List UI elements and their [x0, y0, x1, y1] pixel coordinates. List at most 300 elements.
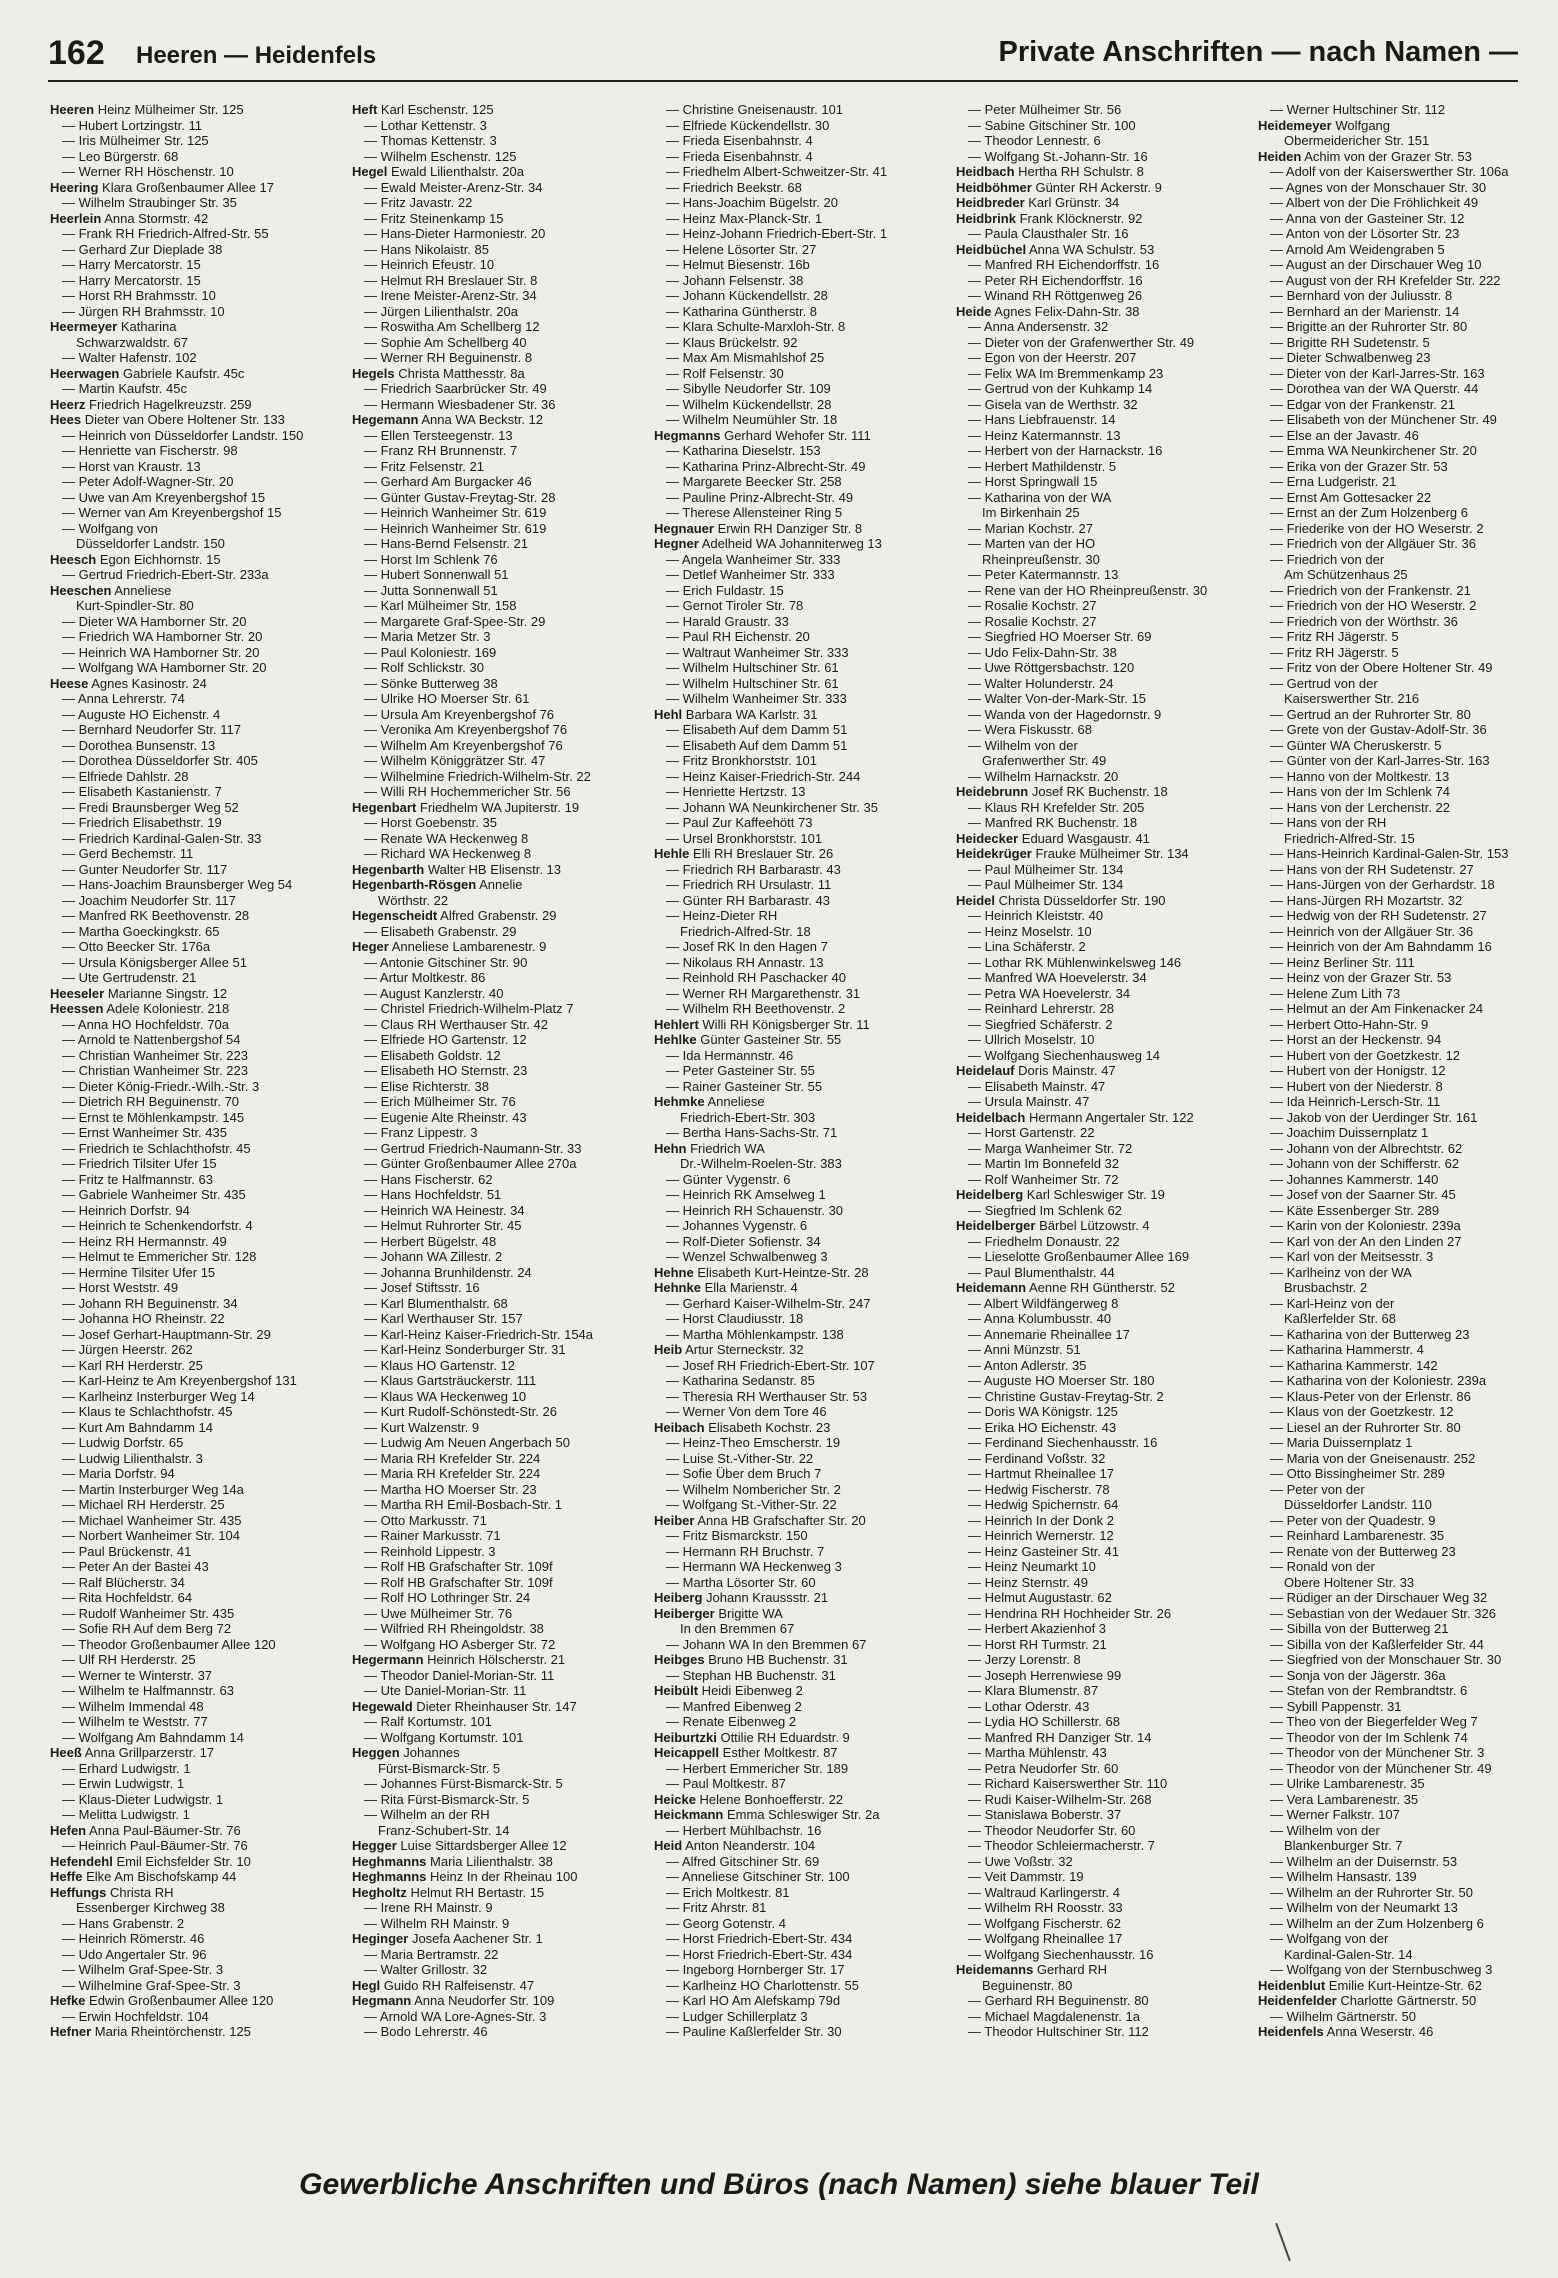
directory-entry: — Wolfgang Siechenhausweg 14 — [968, 1047, 1160, 1063]
directory-entry: — Rolf Wanheimer Str. 72 — [968, 1171, 1119, 1187]
directory-entry: — Siegfried von der Monschauer Str. 30 — [1270, 1652, 1502, 1667]
directory-entry: — Helmut an der Am Finkenacker 24 — [1270, 1001, 1484, 1016]
directory-entry: Hees Dieter van Obere Holtener Str. 133 — [50, 412, 285, 427]
directory-entry: — Heinz Moselstr. 10 — [968, 923, 1092, 939]
directory-entry: — Paul Zur Kaffeehött 73 — [666, 815, 813, 830]
directory-entry: — Johanna HO Rheinstr. 22 — [62, 1311, 225, 1326]
directory-entry: — Anna Lehrerstr. 74 — [62, 691, 185, 706]
directory-entry: — Fritz Javastr. 22 — [364, 195, 473, 210]
directory-entry: — Rüdiger an der Dirschauer Weg 32 — [1270, 1590, 1488, 1605]
directory-entry: — Johanna Brunhildenstr. 24 — [364, 1264, 532, 1280]
directory-entry: — Fritz Bismarckstr. 150 — [666, 1528, 808, 1543]
directory-entry: — Erika von der Grazer Str. 53 — [1270, 458, 1448, 474]
directory-entry: — Wilhelm Neumühler Str. 18 — [666, 412, 838, 427]
directory-entry: Heidemanns Gerhard RH — [956, 1962, 1108, 1977]
directory-entry: — Wolfgang von der — [1270, 1931, 1389, 1946]
directory-entry: Grafenwerther Str. 49 — [982, 753, 1107, 768]
directory-entry: — Wilhelm Am Kreyenbergshof 76 — [364, 737, 563, 753]
directory-entry: — Anna von der Gasteiner Str. 12 — [1270, 210, 1465, 226]
directory-entry: — Dorothea Bunsenstr. 13 — [62, 737, 216, 753]
directory-entry: — Renate von der Butterweg 23 — [1270, 1543, 1456, 1559]
directory-entry: Hegewald Dieter Rheinhauser Str. 147 — [352, 1698, 577, 1714]
directory-entry: — Theodor Schleiermacherstr. 7 — [968, 1838, 1155, 1853]
directory-entry: — Heinrich Wernerstr. 12 — [968, 1528, 1114, 1543]
directory-entry: — Martha Goeckingkstr. 65 — [62, 923, 220, 939]
directory-entry: — Ferdinand Siechenhausstr. 16 — [968, 1435, 1158, 1450]
directory-entry: — Rainer Gasteiner Str. 55 — [666, 1078, 823, 1094]
directory-entry: — Marian Kochstr. 27 — [968, 520, 1093, 536]
directory-entry: — Elisabeth von der Münchener Str. 49 — [1270, 412, 1497, 427]
directory-entry: Heerlein Anna Stormstr. 42 — [50, 210, 209, 226]
directory-entry: — Veronika Am Kreyenbergshof 76 — [364, 722, 568, 737]
directory-entry: — Hans Hochfeldstr. 51 — [364, 1187, 502, 1202]
directory-entry: — Stefan von der Rembrandtstr. 6 — [1270, 1683, 1468, 1698]
page-header — [48, 30, 1518, 82]
directory-entry: Hehn Friedrich WA — [654, 1140, 765, 1156]
directory-entry: Im Birkenhain 25 — [982, 505, 1080, 520]
directory-entry: — Wilhelm Nombericher Str. 2 — [666, 1481, 841, 1497]
directory-entry: — Udo Angertaler Str. 96 — [62, 1946, 207, 1962]
directory-entry: — Wolfgang St.-Vither-Str. 22 — [666, 1497, 837, 1512]
directory-entry: — Heinrich WA Hamborner Str. 20 — [62, 644, 260, 660]
directory-entry: — Rolf Schlickstr. 30 — [364, 660, 484, 675]
directory-entry: — Karl von der An den Linden 27 — [1270, 1233, 1462, 1249]
directory-entry: — Hans-Joachim Braunsberger Weg 54 — [62, 877, 293, 892]
directory-entry: Heermeyer Katharina — [50, 319, 177, 334]
directory-entry: — Stanislawa Boberstr. 37 — [968, 1807, 1122, 1822]
directory-entry: — Richard WA Heckenweg 8 — [364, 846, 532, 861]
directory-entry: — Hubert von der Niederstr. 8 — [1270, 1078, 1443, 1094]
directory-entry: — Ulf RH Herderstr. 25 — [62, 1652, 196, 1667]
directory-entry: Heidenfels Anna Weserstr. 46 — [1258, 2024, 1434, 2039]
directory-entry: — Ida Heinrich-Lersch-Str. 11 — [1270, 1094, 1441, 1109]
directory-entry: — Gunter Neudorfer Str. 117 — [62, 861, 228, 877]
directory-entry: — Arnold te Nattenbergshof 54 — [62, 1032, 241, 1047]
directory-entry: Hehle Elli RH Breslauer Str. 26 — [654, 846, 834, 861]
directory-entry: Heidel Christa Düsseldorfer Str. 190 — [956, 892, 1166, 908]
directory-entry: — Maria RH Krefelder Str. 224 — [364, 1466, 541, 1481]
directory-entry: — Peter RH Eichendorffstr. 16 — [968, 272, 1143, 288]
directory-entry: — Otto Beecker Str. 176a — [62, 939, 211, 954]
directory-entry: — Fritz RH Jägerstr. 5 — [1270, 629, 1399, 644]
directory-entry: — Klaus Brückelstr. 92 — [666, 334, 798, 350]
directory-entry: Heidelberger Bärbel Lützowstr. 4 — [956, 1218, 1150, 1233]
directory-entry: Hegger Luise Sittardsberger Allee 12 — [352, 1838, 567, 1853]
directory-entry: — Ralf Blücherstr. 34 — [62, 1574, 185, 1590]
directory-entry: Heidekrüger Frauke Mülheimer Str. 134 — [956, 846, 1189, 861]
directory-entry: Heft Karl Eschenstr. 125 — [352, 102, 494, 117]
directory-entry: — Roswitha Am Schellberg 12 — [364, 319, 540, 334]
directory-entry: — Günter von der Karl-Jarres-Str. 163 — [1270, 753, 1490, 768]
directory-entry: — Hermann WA Heckenweg 3 — [666, 1559, 842, 1574]
directory-entry: — Maria von der Gneisenaustr. 252 — [1270, 1450, 1476, 1466]
directory-entry: — Wilhelm Königgrätzer Str. 47 — [364, 753, 546, 768]
directory-entry: Heidebrunn Josef RK Buchenstr. 18 — [956, 784, 1168, 799]
directory-entry: — Heinrich RK Amselweg 1 — [666, 1187, 826, 1202]
directory-entry: Essenberger Kirchweg 38 — [76, 1900, 225, 1915]
directory-entry: — Walter Von-der-Mark-Str. 15 — [968, 691, 1146, 706]
directory-entry: — Harald Graustr. 33 — [666, 613, 789, 629]
directory-entry: — Rolf-Dieter Sofienstr. 34 — [666, 1233, 821, 1249]
directory-entry: — Hans-Jürgen RH Mozartstr. 32 — [1270, 892, 1463, 908]
directory-entry: — Dieter Schwalbenweg 23 — [1270, 350, 1431, 365]
directory-entry: — Kurt Rudolf-Schönstedt-Str. 26 — [364, 1404, 557, 1419]
directory-entry: — Sofie Über dem Bruch 7 — [666, 1466, 822, 1481]
directory-entry: — Theodor von der Münchener Str. 3 — [1270, 1745, 1485, 1760]
directory-entry: — Ewald Meister-Arenz-Str. 34 — [364, 179, 543, 195]
directory-entry: — Wilhelm Graf-Spee-Str. 3 — [62, 1962, 224, 1977]
directory-entry: — Anna Andersenstr. 32 — [968, 319, 1109, 334]
directory-entry: — Horst van Kraustr. 13 — [62, 458, 201, 474]
directory-entry: — Sophie Am Schellberg 40 — [364, 334, 527, 350]
directory-entry: — Detlef Wanheimer Str. 333 — [666, 567, 835, 582]
directory-entry: — Josef RK In den Hagen 7 — [666, 939, 828, 954]
directory-entry: — Wilhelm RH Mainstr. 9 — [364, 1915, 510, 1931]
directory-entry: — Heinrich Wanheimer Str. 619 — [364, 520, 547, 536]
directory-entry: — Christine Gneisenaustr. 101 — [666, 102, 844, 117]
directory-entry: — Gerd Bechemstr. 11 — [62, 846, 194, 861]
directory-entry: — Peter Katermannstr. 13 — [968, 567, 1119, 582]
directory-entry: Hehnke Ella Marienstr. 4 — [654, 1280, 798, 1295]
directory-entry: — Klara Schulte-Marxloh-Str. 8 — [666, 319, 846, 334]
directory-entry: — Wilhelm RH Roosstr. 33 — [968, 1900, 1123, 1915]
directory-entry: Hefendehl Emil Eichsfelder Str. 10 — [50, 1853, 251, 1869]
directory-entry: — Paul Brückenstr. 41 — [62, 1543, 192, 1559]
directory-entry: — Johannes Kammerstr. 140 — [1270, 1171, 1439, 1187]
directory-entry: — Klaus te Schlachthofstr. 45 — [62, 1404, 233, 1419]
directory-entry: — Ernst Wanheimer Str. 435 — [62, 1125, 227, 1140]
directory-entry: — Hans-Dieter Harmoniestr. 20 — [364, 226, 546, 241]
directory-entry: — Manfred RK Beethovenstr. 28 — [62, 908, 250, 923]
directory-entry: — Sabine Gitschiner Str. 100 — [968, 117, 1136, 133]
directory-entry: — Hartmut Rheinallee 17 — [968, 1466, 1114, 1481]
directory-entry: — Hedwig Fischerstr. 78 — [968, 1481, 1110, 1497]
directory-entry: — Herbert Emmericher Str. 189 — [666, 1760, 849, 1776]
directory-entry: — Heinrich WA Heinestr. 34 — [364, 1202, 525, 1218]
directory-entry: — Friederike von der HO Weserstr. 2 — [1270, 520, 1484, 536]
directory-entry: — Friedrich Beekstr. 68 — [666, 179, 802, 195]
directory-entry: — Franz Lippestr. 3 — [364, 1125, 478, 1140]
directory-entry: — Katharina Sedanstr. 85 — [666, 1373, 815, 1388]
directory-entry: — Horst RH Brahmsstr. 10 — [62, 288, 216, 303]
directory-entry: Hefen Anna Paul-Bäumer-Str. 76 — [50, 1822, 241, 1838]
directory-entry: Hegenscheidt Alfred Grabenstr. 29 — [352, 908, 557, 923]
directory-entry: Heidbrink Frank Klöcknerstr. 92 — [956, 210, 1143, 226]
directory-entry: Heffe Elke Am Bischofskamp 44 — [50, 1869, 237, 1884]
directory-entry: — Werner Falkstr. 107 — [1270, 1807, 1400, 1822]
directory-entry: Schwarzwaldstr. 67 — [76, 334, 188, 350]
directory-entry: Heidböhmer Günter RH Ackerstr. 9 — [956, 179, 1162, 195]
directory-entry: — Kurt Walzenstr. 9 — [364, 1419, 480, 1435]
directory-entry: — Anneliese Gitschiner Str. 100 — [666, 1869, 850, 1884]
directory-entry: — Walter Hafenstr. 102 — [62, 350, 197, 365]
directory-entry: — Peter von der Quadestr. 9 — [1270, 1512, 1436, 1528]
directory-entry: — Johannes Fürst-Bismarck-Str. 5 — [364, 1776, 563, 1791]
directory-entry: — Elfriede HO Gartenstr. 12 — [364, 1032, 527, 1047]
directory-entry: — Wilhelm Hultschiner Str. 61 — [666, 675, 839, 691]
directory-entry: — Rolf Felsenstr. 30 — [666, 365, 784, 381]
directory-entry: — Theodor von der Im Schlenk 74 — [1270, 1729, 1468, 1745]
directory-entry: Heggen Johannes — [352, 1745, 460, 1760]
directory-entry: — Georg Gotenstr. 4 — [666, 1915, 786, 1931]
directory-entry: — Karl HO Am Alefskamp 79d — [666, 1993, 841, 2008]
directory-entry: — Rudolf Wanheimer Str. 435 — [62, 1605, 235, 1621]
directory-entry: — Sibilla von der Kaßlerfelder Str. 44 — [1270, 1636, 1484, 1652]
directory-entry: — Ernst Am Gottesacker 22 — [1270, 489, 1432, 505]
directory-entry: — Rainer Markusstr. 71 — [364, 1528, 501, 1543]
directory-entry: — Peter An der Bastei 43 — [62, 1559, 209, 1574]
directory-entry: — Werner van Am Kreyenbergshof 15 — [62, 505, 282, 520]
directory-entry: — Katharina von der WA — [968, 489, 1112, 505]
directory-entry: Heffungs Christa RH — [50, 1884, 174, 1900]
directory-entry: — Friedrich von der Wörthstr. 36 — [1270, 613, 1458, 629]
directory-entry: — Dieter von der Karl-Jarres-Str. 163 — [1270, 365, 1485, 381]
directory-entry: — Hans von der RH Sudetenstr. 27 — [1270, 861, 1474, 877]
directory-entry: — Brigitte an der Ruhrorter Str. 80 — [1270, 319, 1468, 334]
directory-entry: — Wolfgang Kortumstr. 101 — [364, 1729, 524, 1745]
directory-entry: — Waltraud Karlingerstr. 4 — [968, 1884, 1120, 1900]
directory-entry: — Gertrud Friedrich-Ebert-Str. 233a — [62, 567, 269, 582]
directory-entry: Kardinal-Galen-Str. 14 — [1284, 1946, 1413, 1962]
directory-entry: — Hanno von der Moltkestr. 13 — [1270, 768, 1450, 784]
directory-entry: — Manfred RH Eichendorffstr. 16 — [968, 257, 1160, 272]
directory-entry: Kurt-Spindler-Str. 80 — [76, 598, 194, 613]
directory-entry: — Rudi Kaiser-Wilhelm-Str. 268 — [968, 1791, 1152, 1807]
directory-entry: — Siegfried Schäferstr. 2 — [968, 1016, 1113, 1032]
directory-entry: — Theodor Neudorfer Str. 60 — [968, 1822, 1136, 1838]
directory-entry: Heiburtzki Ottilie RH Eduardstr. 9 — [654, 1729, 850, 1745]
directory-entry: — Gerhard Am Burgacker 46 — [364, 474, 532, 489]
directory-entry: — Gabriele Wanheimer Str. 435 — [62, 1187, 246, 1202]
directory-entry: — Karl-Heinz Sonderburger Str. 31 — [364, 1342, 566, 1357]
directory-entry: — Günter Großenbaumer Allee 270a — [364, 1156, 577, 1171]
directory-entry: Düsseldorfer Landstr. 150 — [76, 536, 225, 551]
directory-entry: — Artur Moltkestr. 86 — [364, 970, 486, 985]
section-title: Private Anschriften — nach Namen — — [998, 36, 1518, 68]
directory-column-2 — [352, 102, 650, 2162]
directory-entry: — Ida Hermannstr. 46 — [666, 1047, 794, 1063]
directory-entry: — Sibylle Neudorfer Str. 109 — [666, 381, 831, 396]
directory-entry: — Wilhelm te Weststr. 77 — [62, 1714, 208, 1729]
directory-entry: — Rolf HB Grafschafter Str. 109f — [364, 1559, 553, 1574]
directory-entry: — Uwe Röttgersbachstr. 120 — [968, 660, 1135, 675]
directory-entry: Heidenfelder Charlotte Gärtnerstr. 50 — [1258, 1993, 1477, 2008]
directory-entry: — Christian Wanheimer Str. 223 — [62, 1063, 248, 1078]
directory-entry: — Wilhelm an der Duisernstr. 53 — [1270, 1853, 1458, 1869]
directory-entry: — Lieselotte Großenbaumer Allee 169 — [968, 1249, 1190, 1264]
directory-entry: — Albert von der Die Fröhlichkeit 49 — [1270, 195, 1479, 210]
directory-entry: — Gerhard Kaiser-Wilhelm-Str. 247 — [666, 1295, 871, 1311]
directory-entry: Heidelauf Doris Mainstr. 47 — [956, 1063, 1116, 1078]
directory-entry: — Wenzel Schwalbenweg 3 — [666, 1249, 828, 1264]
directory-entry: — Edgar von der Frankenstr. 21 — [1270, 396, 1455, 412]
directory-entry: — Harry Mercatorstr. 15 — [62, 257, 201, 272]
directory-entry: — Walter Grillostr. 32 — [364, 1962, 488, 1977]
directory-entry: — August Kanzlerstr. 40 — [364, 985, 504, 1001]
directory-entry: Heickmann Emma Schleswiger Str. 2a — [654, 1807, 880, 1822]
directory-entry: — Anna Kolumbusstr. 40 — [968, 1311, 1112, 1326]
directory-entry: — Erwin Hochfeldstr. 104 — [62, 2008, 209, 2024]
directory-entry: — Jerzy Lorenstr. 8 — [968, 1652, 1081, 1667]
directory-entry: — Rosalie Kochstr. 27 — [968, 598, 1097, 613]
directory-entry: — Hans-Joachim Bügelstr. 20 — [666, 195, 838, 210]
directory-entry: — Gisela van de Werthstr. 32 — [968, 396, 1138, 412]
directory-entry: — Nikolaus RH Annastr. 13 — [666, 954, 824, 970]
directory-entry: Kaßlerfelder Str. 68 — [1284, 1311, 1396, 1326]
directory-entry: — Elisabeth Auf dem Damm 51 — [666, 722, 848, 737]
directory-entry: — Horst Friedrich-Ebert-Str. 434 — [666, 1946, 853, 1962]
directory-entry: Hefner Maria Rheintörchenstr. 125 — [50, 2024, 251, 2039]
directory-entry: — Rene van der HO Rheinpreußenstr. 30 — [968, 582, 1208, 598]
directory-entry: — Karl-Heinz von der — [1270, 1295, 1395, 1311]
directory-entry: — Ursula Königsberger Allee 51 — [62, 954, 247, 970]
directory-entry: Düsseldorfer Landstr. 110 — [1284, 1497, 1432, 1512]
directory-entry: — Friedrich Saarbrücker Str. 49 — [364, 381, 547, 396]
directory-entry: — Dieter WA Hamborner Str. 20 — [62, 613, 247, 629]
directory-entry: — Maria RH Krefelder Str. 224 — [364, 1450, 541, 1466]
directory-entry: — Paul Mülheimer Str. 134 — [968, 861, 1124, 877]
page-range: Heeren — Heidenfels — [136, 42, 377, 69]
directory-entry: — Karl Blumenthalstr. 68 — [364, 1295, 508, 1311]
directory-entry: — Reinhard Lambarenestr. 35 — [1270, 1528, 1445, 1543]
directory-entry: Obermeidericher Str. 151 — [1284, 133, 1430, 148]
directory-entry: — Anton von der Lösorter Str. 23 — [1270, 226, 1460, 241]
directory-entry: — Ludwig Am Neuen Angerbach 50 — [364, 1435, 570, 1450]
directory-entry: — Gertrud an der Ruhrorter Str. 80 — [1270, 706, 1471, 722]
directory-entry: Heiber Anna HB Grafschafter Str. 20 — [654, 1512, 866, 1528]
directory-column-1 — [50, 102, 348, 2162]
directory-entry: — Herbert von der Harnackstr. 16 — [968, 443, 1163, 458]
directory-entry: Heginger Josefa Aachener Str. 1 — [352, 1931, 543, 1946]
directory-entry: — Wilhelm an der Zum Holzenberg 6 — [1270, 1915, 1484, 1931]
directory-entry: Heidbüchel Anna WA Schulstr. 53 — [956, 241, 1155, 257]
directory-entry: — Wilhelm an der Ruhrorter Str. 50 — [1270, 1884, 1474, 1900]
directory-entry: Heghmanns Heinz In der Rheinau 100 — [352, 1869, 578, 1884]
directory-entry: Heger Anneliese Lambarenestr. 9 — [352, 939, 547, 954]
directory-entry: — Thomas Kettenstr. 3 — [364, 133, 497, 148]
directory-entry: Hegl Guido RH Ralfeisenstr. 47 — [352, 1977, 535, 1993]
directory-entry: — Helmut Augustastr. 62 — [968, 1590, 1112, 1605]
directory-entry: — Ludger Schillerplatz 3 — [666, 2008, 808, 2024]
directory-entry: — Ute Daniel-Morian-Str. 11 — [364, 1683, 527, 1698]
directory-entry: — Heinz-Dieter RH — [666, 908, 778, 923]
directory-entry: — Friedrich RH Barbarastr. 43 — [666, 861, 841, 877]
directory-entry: — Karlheinz HO Charlottenstr. 55 — [666, 1977, 859, 1993]
directory-entry: — Ludwig Dorfstr. 65 — [62, 1435, 184, 1450]
directory-entry: — Karin von der Koloniestr. 239a — [1270, 1218, 1461, 1233]
directory-entry: — Katharina Prinz-Albrecht-Str. 49 — [666, 458, 866, 474]
directory-entry: — Elfriede Dahlstr. 28 — [62, 768, 189, 784]
directory-entry: — Wolfgang Rheinallee 17 — [968, 1931, 1123, 1946]
directory-entry: — Sybill Pappenstr. 31 — [1270, 1698, 1402, 1714]
directory-entry: — Hans von der RH — [1270, 815, 1387, 830]
directory-entry: — Erika HO Eichenstr. 43 — [968, 1419, 1117, 1435]
directory-entry: — Helmut Ruhrorter Str. 45 — [364, 1218, 522, 1233]
directory-entry: — Karl-Heinz Kaiser-Friedrich-Str. 154a — [364, 1326, 594, 1342]
directory-entry: — August an der Dirschauer Weg 10 — [1270, 257, 1482, 272]
directory-entry: — Lydia HO Schillerstr. 68 — [968, 1714, 1120, 1729]
directory-entry: — Wilhelm Wanheimer Str. 333 — [666, 691, 847, 706]
directory-entry: Friedrich-Alfred-Str. 15 — [1284, 830, 1415, 846]
directory-entry: Dr.-Wilhelm-Roelen-Str. 383 — [680, 1156, 842, 1171]
directory-entry: Hehlert Willi RH Königsberger Str. 11 — [654, 1016, 870, 1032]
directory-entry: — Elisabeth Kastanienstr. 7 — [62, 784, 222, 799]
directory-entry: — Alfred Gitschiner Str. 69 — [666, 1853, 820, 1869]
directory-entry: — Heinrich Wanheimer Str. 619 — [364, 505, 547, 520]
directory-entry: — Liesel an der Ruhrorter Str. 80 — [1270, 1419, 1461, 1435]
directory-entry: — Wilhelm Hultschiner Str. 61 — [666, 660, 839, 675]
directory-entry: — Brigitte RH Sudetenstr. 5 — [1270, 334, 1430, 350]
directory-entry: Hegels Christa Matthesstr. 8a — [352, 365, 525, 381]
directory-entry: — Reinhold RH Paschacker 40 — [666, 970, 846, 985]
directory-entry: — Horst RH Turmstr. 21 — [968, 1636, 1107, 1652]
directory-entry: — Horst Weststr. 49 — [62, 1280, 179, 1295]
directory-entry: — Dieter König-Friedr.-Wilh.-Str. 3 — [62, 1078, 260, 1094]
directory-entry: — Frieda Eisenbahnstr. 4 — [666, 133, 813, 148]
directory-entry: Heidelberg Karl Schleswiger Str. 19 — [956, 1187, 1165, 1202]
directory-entry: Heeschen Anneliese — [50, 582, 172, 598]
directory-entry: Heidemann Aenne RH Güntherstr. 52 — [956, 1280, 1175, 1295]
directory-entry: — Friedrich von der HO Weserstr. 2 — [1270, 598, 1477, 613]
directory-entry: Heiberg Johann Kraussstr. 21 — [654, 1590, 829, 1605]
directory-entry: — Herbert Mathildenstr. 5 — [968, 458, 1117, 474]
directory-entry: — Iris Mülheimer Str. 125 — [62, 133, 209, 148]
directory-entry: — Werner RH Margarethenstr. 31 — [666, 985, 861, 1001]
directory-entry: — Werner RH Höschenstr. 10 — [62, 164, 234, 179]
directory-entry: — Gerhard Zur Dieplade 38 — [62, 241, 223, 257]
directory-entry: — Doris WA Königstr. 125 — [968, 1404, 1118, 1419]
directory-entry: — Elisabeth Mainstr. 47 — [968, 1078, 1106, 1094]
directory-entry: — Kurt Am Bahndamm 14 — [62, 1419, 214, 1435]
directory-entry: — Josef Gerhart-Hauptmann-Str. 29 — [62, 1326, 271, 1342]
directory-entry: — Katharina Güntherstr. 8 — [666, 303, 818, 319]
directory-entry: — Lothar Kettenstr. 3 — [364, 117, 487, 133]
directory-entry: — Fritz Felsenstr. 21 — [364, 458, 484, 474]
directory-entry: — Frieda Eisenbahnstr. 4 — [666, 148, 813, 164]
directory-entry: Am Schützenhaus 25 — [1284, 567, 1408, 582]
directory-entry: — Klaus HO Gartenstr. 12 — [364, 1357, 516, 1373]
directory-entry: Hegenbarth-Rösgen Annelie — [352, 877, 523, 892]
directory-entry: — Leo Bürgerstr. 68 — [62, 148, 179, 164]
directory-entry: Fürst-Bismarck-Str. 5 — [378, 1760, 501, 1776]
directory-entry: — Erwin Ludwigstr. 1 — [62, 1776, 185, 1791]
directory-entry: — Peter von der — [1270, 1481, 1365, 1497]
directory-entry: — Uwe Voßstr. 32 — [968, 1853, 1073, 1869]
directory-entry: — Heinz Berliner Str. 111 — [1270, 954, 1415, 970]
directory-entry: — Felix WA Im Bremmenkamp 23 — [968, 365, 1164, 381]
directory-entry: — Dorothea Düsseldorfer Str. 405 — [62, 753, 258, 768]
directory-entry: — Petra Neudorfer Str. 60 — [968, 1760, 1119, 1776]
directory-entry: — Lina Schäferstr. 2 — [968, 939, 1086, 954]
directory-entry: — Gerhard RH Beguinenstr. 80 — [968, 1993, 1149, 2008]
directory-entry: Hehl Barbara WA Karlstr. 31 — [654, 706, 818, 722]
directory-entry: Heib Artur Sterneckstr. 32 — [654, 1342, 804, 1357]
directory-entry: — Erhard Ludwigstr. 1 — [62, 1760, 191, 1776]
directory-entry: — Heinrich von Düsseldorfer Landstr. 150 — [62, 427, 304, 443]
directory-entry: Blankenburger Str. 7 — [1284, 1838, 1403, 1853]
directory-entry: Friedrich-Ebert-Str. 303 — [680, 1109, 816, 1125]
directory-entry: — Claus RH Werthauser Str. 42 — [364, 1016, 548, 1032]
directory-entry: — Peter Gasteiner Str. 55 — [666, 1063, 815, 1078]
directory-entry: — Herbert Otto-Hahn-Str. 9 — [1270, 1016, 1429, 1032]
directory-entry: — Antonie Gitschiner Str. 90 — [364, 954, 528, 970]
directory-entry: — Christel Friedrich-Wilhelm-Platz 7 — [364, 1001, 574, 1016]
directory-entry: — Ursula Am Kreyenbergshof 76 — [364, 706, 555, 722]
directory-entry: — Jürgen Lilienthalstr. 20a — [364, 303, 518, 319]
directory-entry: — Maria Metzer Str. 3 — [364, 629, 491, 644]
directory-entry: — Wolfgang Fischerstr. 62 — [968, 1915, 1121, 1931]
directory-entry: — Manfred RK Buchenstr. 18 — [968, 815, 1138, 830]
